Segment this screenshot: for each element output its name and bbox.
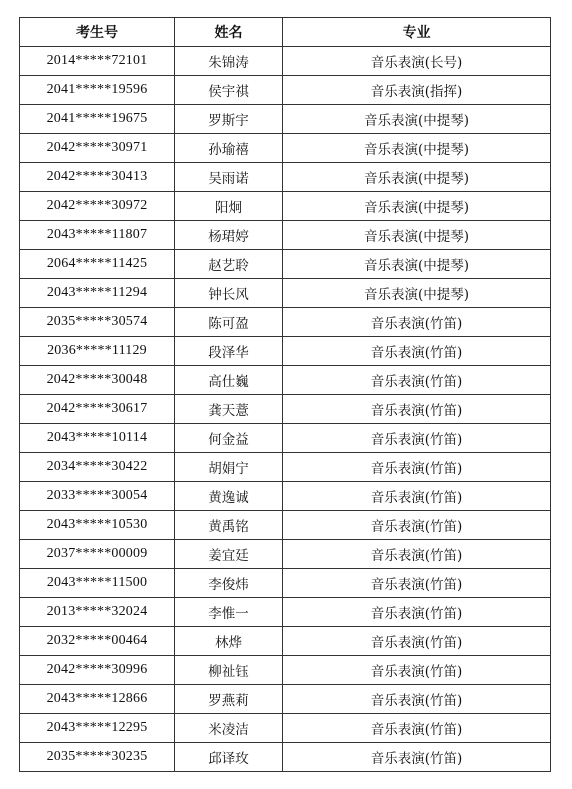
- major-cell: 音乐表演(中提琴): [283, 134, 551, 163]
- name-cell: 邱译玫: [175, 743, 283, 772]
- candidate-id-cell: 2042*****30617: [20, 395, 175, 424]
- major-cell: 音乐表演(中提琴): [283, 279, 551, 308]
- table-row: [20, 134, 551, 163]
- table-row: [20, 424, 551, 453]
- table-row: [20, 627, 551, 656]
- candidate-id-cell: 2035*****30574: [20, 308, 175, 337]
- name-cell: 朱锦涛: [175, 47, 283, 76]
- candidate-id-cell: 2033*****30054: [20, 482, 175, 511]
- major-cell: 音乐表演(竹笛): [283, 656, 551, 685]
- candidate-id-cell: 2043*****12295: [20, 714, 175, 743]
- table-row: [20, 453, 551, 482]
- table-row: [20, 337, 551, 366]
- candidate-id-cell: 2037*****00009: [20, 540, 175, 569]
- candidate-id-cell: 2034*****30422: [20, 453, 175, 482]
- name-cell: 高仕巍: [175, 366, 283, 395]
- name-cell: 米凌洁: [175, 714, 283, 743]
- name-cell: 李俊炜: [175, 569, 283, 598]
- table-body: [20, 47, 551, 772]
- candidate-id-cell: 2043*****11807: [20, 221, 175, 250]
- candidate-id-cell: 2013*****32024: [20, 598, 175, 627]
- table-row: [20, 395, 551, 424]
- name-cell: 黄禹铭: [175, 511, 283, 540]
- header-name: 姓名: [175, 18, 283, 47]
- candidate-id-cell: 2043*****12866: [20, 685, 175, 714]
- candidate-id-cell: 2064*****11425: [20, 250, 175, 279]
- table-row: [20, 366, 551, 395]
- candidate-id-cell: 2042*****30972: [20, 192, 175, 221]
- major-cell: 音乐表演(竹笛): [283, 424, 551, 453]
- table-row: [20, 540, 551, 569]
- candidate-id-cell: 2041*****19596: [20, 76, 175, 105]
- candidate-id-cell: 2042*****30971: [20, 134, 175, 163]
- name-cell: 李惟一: [175, 598, 283, 627]
- name-cell: 胡娟宁: [175, 453, 283, 482]
- table-row: [20, 714, 551, 743]
- admission-list-table: [19, 17, 551, 772]
- major-cell: 音乐表演(竹笛): [283, 627, 551, 656]
- name-cell: 段泽华: [175, 337, 283, 366]
- table-header-row: [20, 18, 551, 47]
- candidate-id-cell: 2043*****10114: [20, 424, 175, 453]
- major-cell: 音乐表演(竹笛): [283, 453, 551, 482]
- name-cell: 杨珺婷: [175, 221, 283, 250]
- table-row: [20, 105, 551, 134]
- candidate-id-cell: 2043*****11500: [20, 569, 175, 598]
- name-cell: 孙瑜禧: [175, 134, 283, 163]
- header-major: 专业: [283, 18, 551, 47]
- name-cell: 阳炯: [175, 192, 283, 221]
- table-row: [20, 163, 551, 192]
- table-row: [20, 685, 551, 714]
- candidate-id-cell: 2014*****72101: [20, 47, 175, 76]
- name-cell: 钟长风: [175, 279, 283, 308]
- table-row: [20, 656, 551, 685]
- name-cell: 何金益: [175, 424, 283, 453]
- name-cell: 林烨: [175, 627, 283, 656]
- candidate-id-cell: 2042*****30048: [20, 366, 175, 395]
- major-cell: 音乐表演(竹笛): [283, 395, 551, 424]
- major-cell: 音乐表演(竹笛): [283, 743, 551, 772]
- table-row: [20, 308, 551, 337]
- major-cell: 音乐表演(竹笛): [283, 540, 551, 569]
- major-cell: 音乐表演(中提琴): [283, 105, 551, 134]
- table-row: [20, 743, 551, 772]
- table-row: [20, 47, 551, 76]
- major-cell: 音乐表演(竹笛): [283, 714, 551, 743]
- table-row: [20, 76, 551, 105]
- major-cell: 音乐表演(竹笛): [283, 598, 551, 627]
- candidate-id-cell: 2032*****00464: [20, 627, 175, 656]
- table-row: [20, 221, 551, 250]
- major-cell: 音乐表演(竹笛): [283, 511, 551, 540]
- name-cell: 侯宇祺: [175, 76, 283, 105]
- name-cell: 龚天薏: [175, 395, 283, 424]
- major-cell: 音乐表演(竹笛): [283, 569, 551, 598]
- table-row: [20, 511, 551, 540]
- name-cell: 陈可盈: [175, 308, 283, 337]
- name-cell: 赵艺聆: [175, 250, 283, 279]
- candidate-id-cell: 2041*****19675: [20, 105, 175, 134]
- major-cell: 音乐表演(竹笛): [283, 337, 551, 366]
- major-cell: 音乐表演(指挥): [283, 76, 551, 105]
- major-cell: 音乐表演(竹笛): [283, 685, 551, 714]
- major-cell: 音乐表演(中提琴): [283, 192, 551, 221]
- table-row: [20, 598, 551, 627]
- major-cell: 音乐表演(竹笛): [283, 308, 551, 337]
- major-cell: 音乐表演(竹笛): [283, 366, 551, 395]
- major-cell: 音乐表演(中提琴): [283, 250, 551, 279]
- header-candidate-id: 考生号: [20, 18, 175, 47]
- major-cell: 音乐表演(长号): [283, 47, 551, 76]
- name-cell: 柳祉钰: [175, 656, 283, 685]
- candidate-id-cell: 2043*****11294: [20, 279, 175, 308]
- name-cell: 吴雨诺: [175, 163, 283, 192]
- candidate-id-cell: 2042*****30413: [20, 163, 175, 192]
- major-cell: 音乐表演(中提琴): [283, 163, 551, 192]
- table-row: [20, 250, 551, 279]
- table-row: [20, 569, 551, 598]
- name-cell: 姜宜廷: [175, 540, 283, 569]
- major-cell: 音乐表演(竹笛): [283, 482, 551, 511]
- candidate-id-cell: 2035*****30235: [20, 743, 175, 772]
- candidate-id-cell: 2043*****10530: [20, 511, 175, 540]
- table-row: [20, 279, 551, 308]
- name-cell: 黄逸诚: [175, 482, 283, 511]
- candidate-id-cell: 2036*****11129: [20, 337, 175, 366]
- major-cell: 音乐表演(中提琴): [283, 221, 551, 250]
- name-cell: 罗斯宇: [175, 105, 283, 134]
- name-cell: 罗燕莉: [175, 685, 283, 714]
- table-row: [20, 192, 551, 221]
- candidate-id-cell: 2042*****30996: [20, 656, 175, 685]
- table-row: [20, 482, 551, 511]
